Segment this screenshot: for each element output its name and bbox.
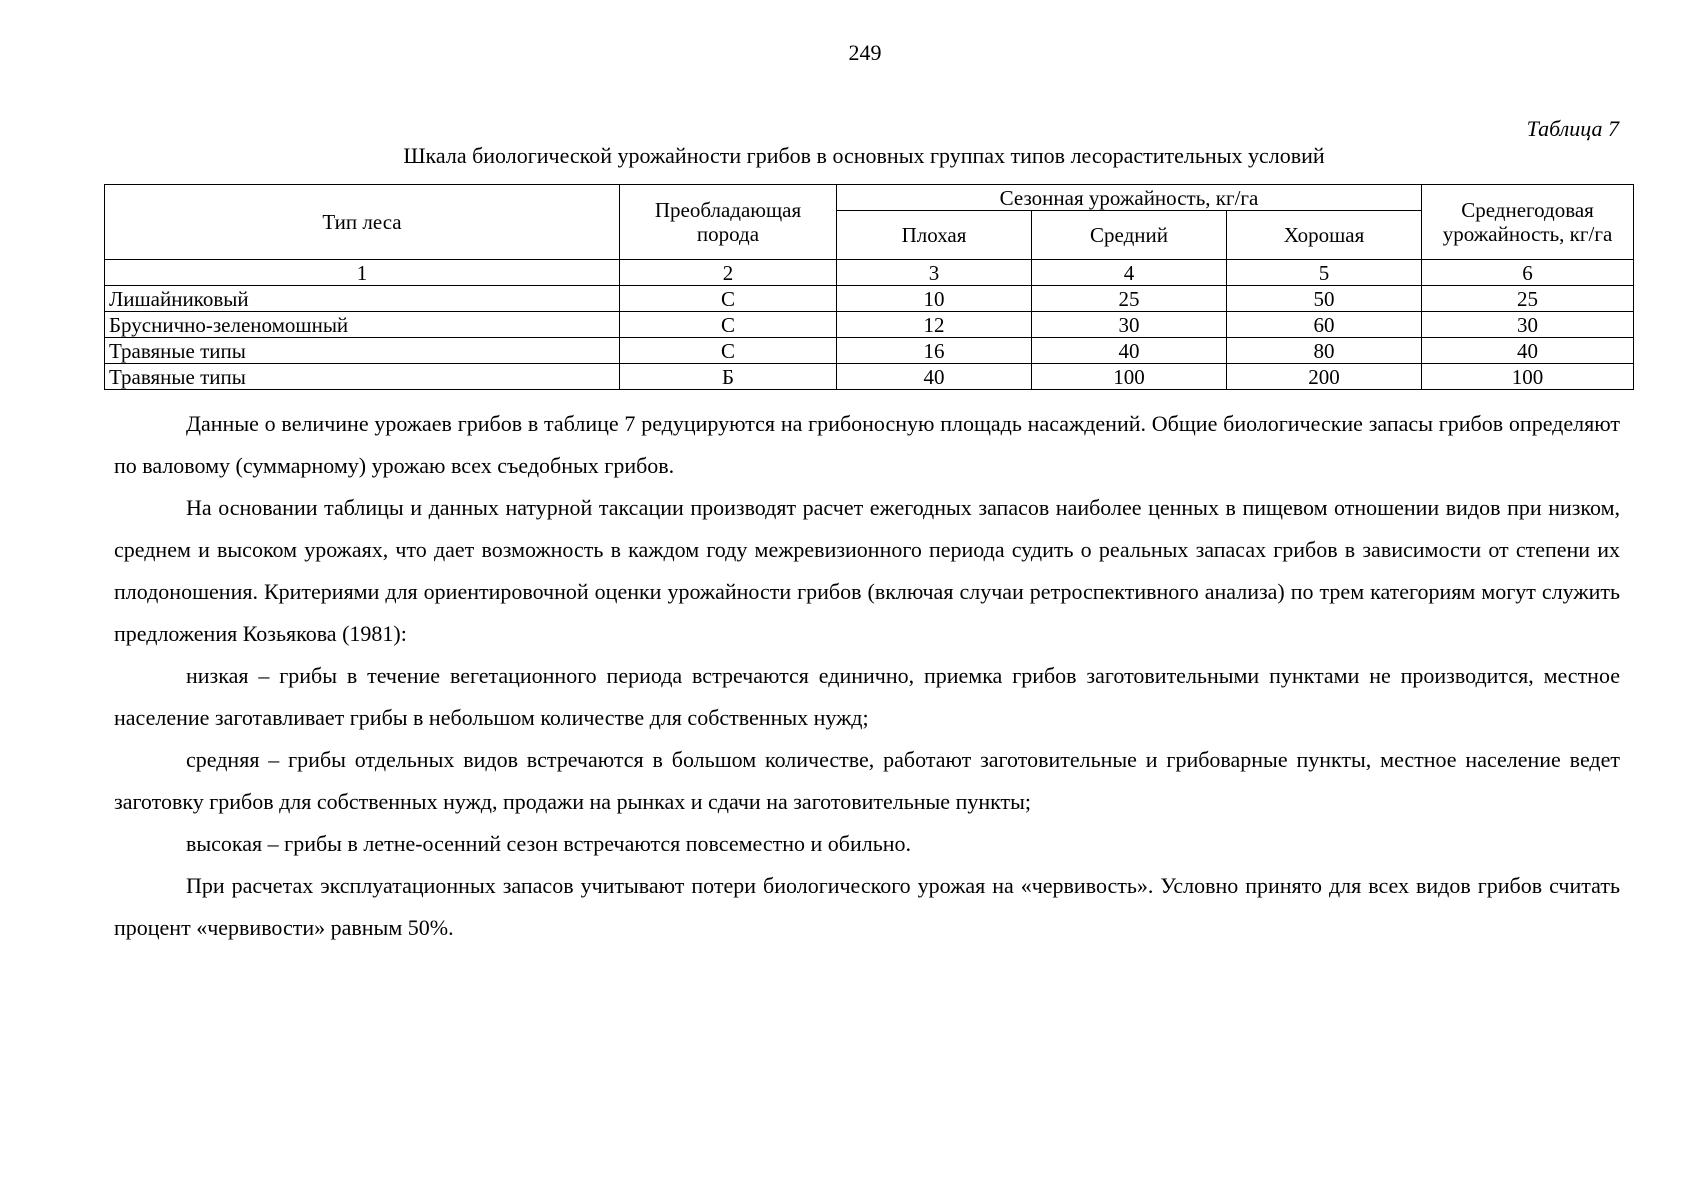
header-seasonal-yield: Сезонная урожайность, кг/га <box>837 185 1422 211</box>
header-good: Хорошая <box>1227 211 1422 260</box>
table-column-numbers <box>105 260 1634 286</box>
cell-good: 200 <box>1227 364 1422 390</box>
paragraph: средняя – грибы отдельных видов встречаются в большом количестве, работают заготовительные и грибоварные пункты, местное население ведет заготовку грибов для собственных нужд, продажи на рынках и сдачи на заготовительные пункты; <box>114 747 1620 814</box>
cell-poor: 40 <box>837 364 1032 390</box>
cell-poor: 16 <box>837 338 1032 364</box>
column-number: 4 <box>1032 260 1227 286</box>
table-title: Шкала биологической урожайности грибов в основных группах типов лесорастительных условий <box>403 143 1325 168</box>
cell-species: Б <box>620 364 837 390</box>
cell-species: С <box>620 338 837 364</box>
header-dominant-species: Преобладающая порода <box>620 185 837 260</box>
cell-average: 30 <box>1422 312 1634 338</box>
table-label: Таблица 7 <box>1526 116 1619 141</box>
paragraph: На основании таблицы и данных натурной таксации производят расчет ежегодных запасов наиболее ценных в пищевом отношении видов при низком, среднем и высоком урожаях, что дает возможность в каждом году межревизионного периода судить о реальных запасах грибов в зависимости от степени их плодоношения. Критериями для ориентировочной оценки урожайности грибов (включая случаи ретроспективного анализа) по трем категориям могут служить предложения Козьякова (1981): <box>114 495 1620 646</box>
cell-medium: 40 <box>1032 338 1227 364</box>
column-number: 2 <box>620 260 837 286</box>
cell-average: 25 <box>1422 286 1634 312</box>
body-text <box>114 403 1620 949</box>
cell-forest-type: Травяные типы <box>105 338 620 364</box>
paragraph: высокая – грибы в летне-осенний сезон встречаются повсеместно и обильно. <box>186 831 912 856</box>
cell-good: 80 <box>1227 338 1422 364</box>
table-header-row-1 <box>105 185 1634 211</box>
cell-poor: 12 <box>837 312 1032 338</box>
column-number: 6 <box>1422 260 1634 286</box>
header-poor: Плохая <box>837 211 1032 260</box>
cell-average: 40 <box>1422 338 1634 364</box>
column-number: 1 <box>105 260 620 286</box>
column-number: 3 <box>837 260 1032 286</box>
cell-species: С <box>620 312 837 338</box>
header-forest-type: Тип леса <box>105 185 620 260</box>
header-average-annual: Среднегодовая урожайность, кг/га <box>1422 185 1634 260</box>
paragraph: Данные о величине урожаев грибов в таблице 7 редуцируются на грибоносную площадь насаждений. Общие биологические запасы грибов определяют по валовому (суммарному) урожаю всех съедобных грибов. <box>114 411 1620 478</box>
table-row <box>105 338 1634 364</box>
table-row <box>105 286 1634 312</box>
table-row <box>105 364 1634 390</box>
paragraph: низкая – грибы в течение вегетационного периода встречаются единично, приемка грибов заготовительными пунктами не производится, местное население заготавливает грибы в небольшом количестве для собственных нужд; <box>114 663 1620 730</box>
cell-medium: 30 <box>1032 312 1227 338</box>
cell-forest-type: Травяные типы <box>105 364 620 390</box>
cell-species: С <box>620 286 837 312</box>
header-medium: Средний <box>1032 211 1227 260</box>
cell-poor: 10 <box>837 286 1032 312</box>
cell-forest-type: Лишайниковый <box>105 286 620 312</box>
paragraph: При расчетах эксплуатационных запасов учитывают потери биологического урожая на «червивость». Условно принято для всех видов грибов считать процент «червивости» равным 50%. <box>114 873 1620 940</box>
column-number: 5 <box>1227 260 1422 286</box>
cell-forest-type: Бруснично-зеленомошный <box>105 312 620 338</box>
cell-good: 50 <box>1227 286 1422 312</box>
cell-good: 60 <box>1227 312 1422 338</box>
yield-table <box>104 184 1634 390</box>
page-number: 249 <box>848 40 882 65</box>
cell-average: 100 <box>1422 364 1634 390</box>
cell-medium: 100 <box>1032 364 1227 390</box>
cell-medium: 25 <box>1032 286 1227 312</box>
table-row <box>105 312 1634 338</box>
